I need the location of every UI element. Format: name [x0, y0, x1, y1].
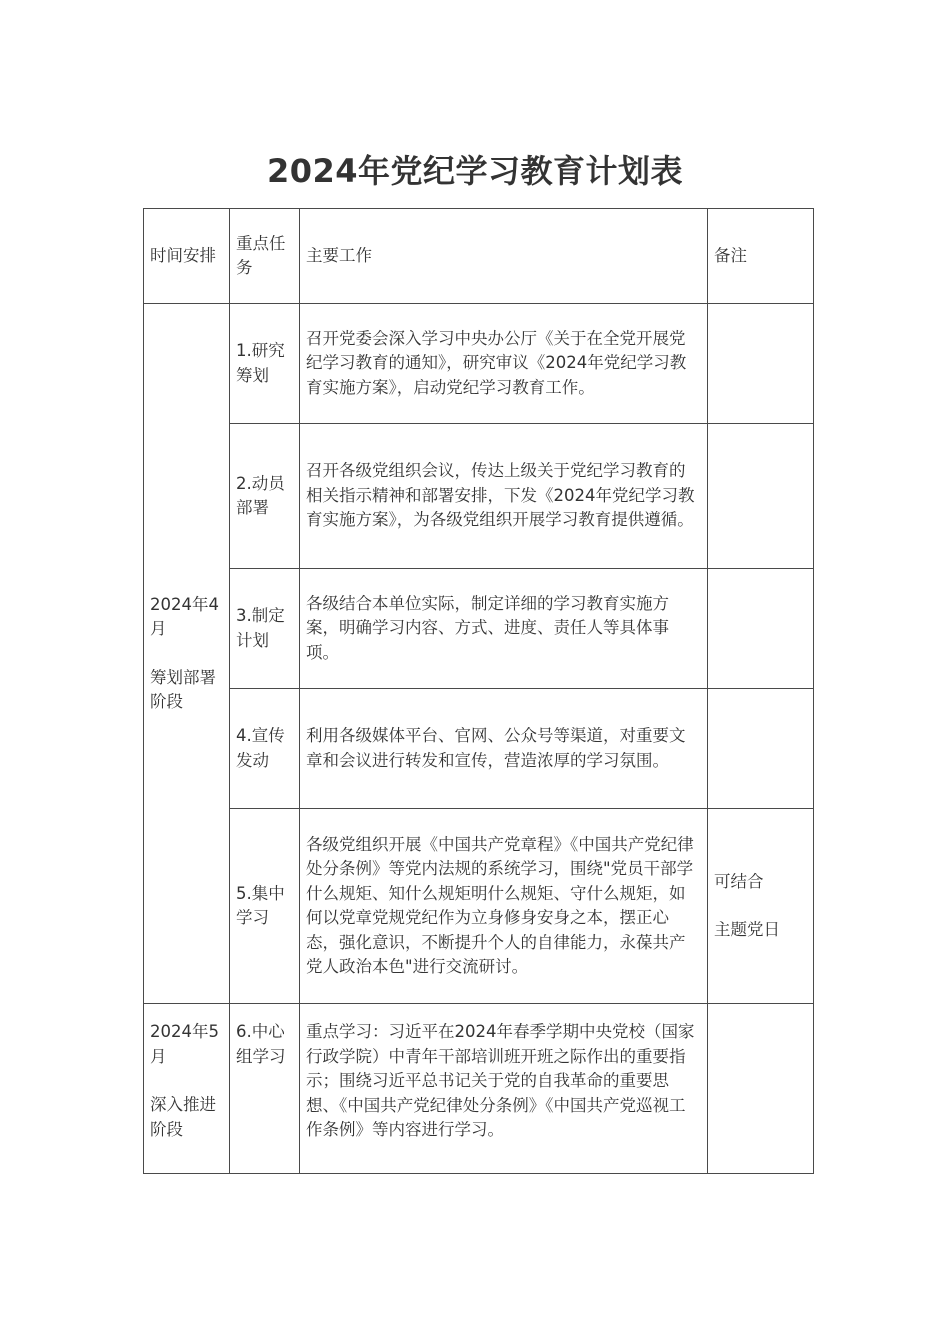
table-row: [144, 1004, 814, 1174]
table-row: [144, 569, 814, 689]
note-line: 可结合: [714, 871, 764, 891]
header-task: 重点任务: [230, 209, 300, 304]
work-cell: 召开各级党组织会议，传达上级关于党纪学习教育的相关指示精神和部署安排，下发《2024年党纪学习教育实施方案》，为各级党组织开展学习教育提供遵循。: [300, 424, 708, 569]
note-cell: [708, 1004, 814, 1174]
task-cell: 4.宣传发动: [230, 689, 300, 809]
work-cell: 召开党委会深入学习中央办公厅《关于在全党开展党纪学习教育的通知》，研究审议《2024年党纪学习教育实施方案》，启动党纪学习教育工作。: [300, 304, 708, 424]
table-row: [144, 424, 814, 569]
task-cell: 5.集中学习: [230, 809, 300, 1004]
work-cell: 各级党组织开展《中国共产党章程》《中国共产党纪律处分条例》等党内法规的系统学习，围绕"党员干部学什么规矩、知什么规矩明什么规矩、守什么规矩，如何以党章党规党纪作为立身修身安身之本，摆正心态，强化意识，不断提升个人的自律能力，永葆共产党人政治本色"进行交流研讨。: [300, 809, 708, 1004]
note-cell: [708, 809, 814, 1004]
header-work: 主要工作: [300, 209, 708, 304]
stage-cell: [144, 304, 230, 1004]
task-cell: 6.中心组学习: [230, 1004, 300, 1174]
stage-date: 2024年4月: [150, 594, 219, 638]
stage-date: 2024年5月: [150, 1022, 219, 1066]
note-cell: [708, 569, 814, 689]
task-cell: 3.制定计划: [230, 569, 300, 689]
work-cell: 利用各级媒体平台、官网、公众号等渠道，对重要文章和会议进行转发和宣传，营造浓厚的学习氛围。: [300, 689, 708, 809]
plan-table: [143, 208, 814, 1174]
task-cell: 1.研究筹划: [230, 304, 300, 424]
task-cell: 2.动员部署: [230, 424, 300, 569]
note-cell: [708, 304, 814, 424]
work-cell: 重点学习：习近平在2024年春季学期中央党校（国家行政学院）中青年干部培训班开班之际作出的重要指示；围绕习近平总书记关于党的自我革命的重要思想、《中国共产党纪律处分条例》《中国共产党巡视工作条例》等内容进行学习。: [300, 1004, 708, 1174]
header-note: 备注: [708, 209, 814, 304]
table-row: [144, 304, 814, 424]
header-time: 时间安排: [144, 209, 230, 304]
stage-phase: 深入推进阶段: [150, 1095, 216, 1139]
page-title: 2024年党纪学习教育计划表: [266, 152, 684, 190]
table-row: [144, 809, 814, 1004]
work-cell: 各级结合本单位实际，制定详细的学习教育实施方案，明确学习内容、方式、进度、责任人等具体事项。: [300, 569, 708, 689]
stage-phase: 筹划部署阶段: [150, 667, 216, 711]
stage-cell: [144, 1004, 230, 1174]
header-row: [144, 209, 814, 304]
note-cell: [708, 424, 814, 569]
note-cell: [708, 689, 814, 809]
note-line: 主题党日: [714, 920, 780, 939]
table-row: [144, 689, 814, 809]
